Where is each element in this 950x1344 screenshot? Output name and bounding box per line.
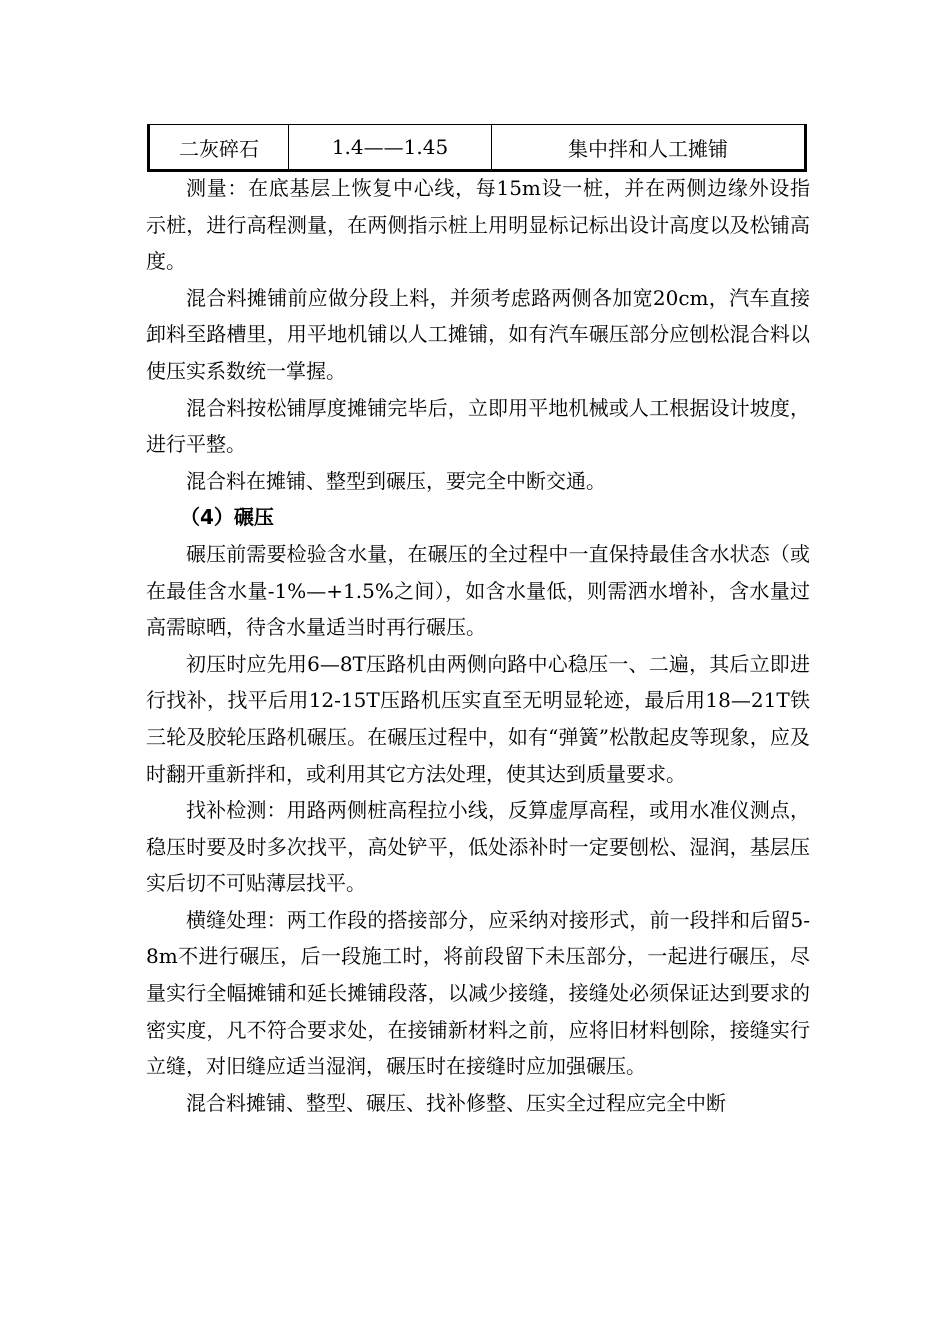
table-cell-method: 集中拌和人工摊铺 [492,125,806,171]
paragraph-initial-compaction: 初压时应先用6—8T压路机由两侧向路中心稳压一、二遍，其后立即进行找补，找平后用12-15T压路机压实直至无明显轮迹，最后用18—21T铁三轮及胶轮压路机碾压。在碾压过程中，如有“弹簧”松散起皮等现象，应及时翻开重新拌和，或利用其它方法处理，使其达到质量要求。 [146,651,810,786]
table-cell-material: 二灰碎石 [149,125,289,171]
paragraph-patch-inspection: 找补检测：用路两侧桩高程拉小线，反算虚厚高程，或用水准仪测点，稳压时要及时多次找平，高处铲平，低处添补时一定要刨松、湿润，基层压实后切不可贴薄层找平。 [146,798,810,896]
paragraph-loading: 混合料摊铺前应做分段上料，并须考虑路两侧各加宽20cm，汽车直接卸料至路槽里，用平地机铺以人工摊铺，如有汽车碾压部分应刨松混合料以使压实系数统一掌握。 [146,285,810,383]
paragraph-moisture: 碾压前需要检验含水量，在碾压的全过程中一直保持最佳含水状态（或在最佳含水量-1%—+1.5%之间），如含水量低，则需洒水增补，含水量过高需晾晒，待含水量适当时再行碾压。 [146,541,810,640]
material-table-grid [147,124,807,172]
table-row [149,125,806,171]
material-table [147,124,799,172]
paragraph-traffic: 混合料在摊铺、整型到碾压，要完全中断交通。 [186,468,606,493]
paragraph-survey: 测量：在底基层上恢复中心线，每15m设一桩，并在两侧边缘外设指示桩，进行高程测量，在两侧指示桩上用明显标记标出设计高度以及松铺高度。 [146,176,810,274]
section-heading-compaction: （4）碾压 [180,505,274,530]
table-cell-coefficient: 1.4——1.45 [289,125,492,171]
paragraph-transverse-joint: 横缝处理：两工作段的搭接部分，应采纳对接形式，前一段拌和后留5-8m不进行碾压，后一段施工时，将前段留下未压部分，一起进行碾压，尽量实行全幅摊铺和延长摊铺段落，以减少接缝，接缝处必须保证达到要求的密实度，凡不符合要求处，在接铺新材料之前，应将旧材料刨除，接缝实行立缝，对旧缝应适当湿润，碾压时在接缝时应加强碾压。 [146,907,810,1079]
paragraph-leveling: 混合料按松铺厚度摊铺完毕后，立即用平地机械或人工根据设计坡度，进行平整。 [146,395,810,457]
paragraph-final: 混合料摊铺、整型、碾压、找补修整、压实全过程应完全中断 [186,1090,726,1115]
body-text [146,170,810,1121]
